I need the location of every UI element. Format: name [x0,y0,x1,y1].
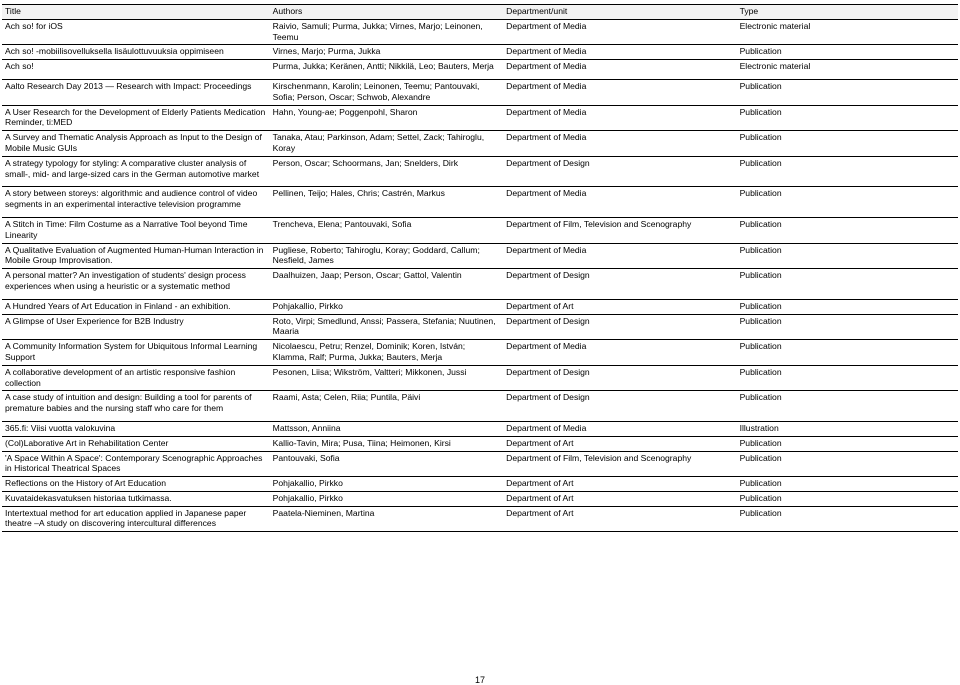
type-cell: Electronic material [737,60,958,80]
authors-cell: Trencheva, Elena; Pantouvaki, Sofia [270,217,503,243]
type-cell: Publication [737,79,958,105]
title-cell: A Qualitative Evaluation of Augmented Human-Human Interaction in Mobile Group Improvisation. [2,243,270,269]
type-cell: Publication [737,105,958,131]
table-row [2,187,958,218]
department-cell: Department of Design [503,365,736,391]
department-cell: Department of Media [503,340,736,366]
authors-cell: Pohjakallio, Pirkko [270,477,503,492]
table-row [2,451,958,477]
authors-cell: Nicolaescu, Petru; Renzel, Dominik; Koren, István; Klamma, Ralf; Purma, Jukka; Bauters, Merja [270,340,503,366]
column-header: Authors [270,5,503,20]
table-row [2,269,958,300]
table-row [2,365,958,391]
title-cell: Reflections on the History of Art Education [2,477,270,492]
table-row [2,340,958,366]
department-cell: Department of Art [503,506,736,532]
table-row [2,506,958,532]
type-cell: Publication [737,156,958,187]
table-header-row [2,5,958,20]
department-cell: Department of Art [503,477,736,492]
title-cell: Intertextual method for art education applied in Japanese paper theatre –A study on discovering intercultural differences [2,506,270,532]
title-cell: A story between storeys: algorithmic and audience control of video segments in an experimental interactive television programme [2,187,270,218]
title-cell: Ach so! [2,60,270,80]
type-cell: Illustration [737,421,958,436]
title-cell: A strategy typology for styling: A comparative cluster analysis of small-, mid- and large-sized cars in the German automotive market [2,156,270,187]
department-cell: Department of Media [503,105,736,131]
authors-cell: Pantouvaki, Sofia [270,451,503,477]
department-cell: Department of Media [503,19,736,45]
title-cell: A Glimpse of User Experience for B2B Industry [2,314,270,340]
type-cell: Publication [737,391,958,422]
department-cell: Department of Art [503,299,736,314]
department-cell: Department of Design [503,391,736,422]
table-row [2,491,958,506]
title-cell: A User Research for the Development of Elderly Patients Medication Reminder, ti:MED [2,105,270,131]
type-cell: Publication [737,187,958,218]
table-row [2,477,958,492]
department-cell: Department of Design [503,269,736,300]
department-cell: Department of Media [503,60,736,80]
column-header: Title [2,5,270,20]
title-cell: A Stitch in Time: Film Costume as a Narrative Tool beyond Time Linearity [2,217,270,243]
type-cell: Publication [737,506,958,532]
authors-cell: Purma, Jukka; Keränen, Antti; Nikkilä, Leo; Bauters, Merja [270,60,503,80]
type-cell: Publication [737,436,958,451]
authors-cell: Tanaka, Atau; Parkinson, Adam; Settel, Zack; Tahiroglu, Koray [270,131,503,157]
title-cell: Aalto Research Day 2013 ― Research with Impact: Proceedings [2,79,270,105]
title-cell: A personal matter? An investigation of students' design process experiences when using a heuristic or a systematic method [2,269,270,300]
title-cell: (Col)Laborative Art in Rehabilitation Center [2,436,270,451]
table-row [2,421,958,436]
type-cell: Publication [737,491,958,506]
column-header: Department/unit [503,5,736,20]
title-cell: A Hundred Years of Art Education in Finland - an exhibition. [2,299,270,314]
department-cell: Department of Design [503,314,736,340]
department-cell: Department of Media [503,243,736,269]
title-cell: A collaborative development of an artistic responsive fashion collection [2,365,270,391]
type-cell: Publication [737,45,958,60]
type-cell: Publication [737,365,958,391]
type-cell: Publication [737,269,958,300]
authors-cell: Pohjakallio, Pirkko [270,299,503,314]
table-row [2,105,958,131]
table-row [2,19,958,45]
authors-cell: Kirschenmann, Karolin; Leinonen, Teemu; Pantouvaki, Sofia; Person, Oscar; Schwob, Alexandre [270,79,503,105]
table-row [2,436,958,451]
type-cell: Electronic material [737,19,958,45]
authors-cell: Pesonen, Liisa; Wikström, Valtteri; Mikkonen, Jussi [270,365,503,391]
table-row [2,217,958,243]
column-header: Type [737,5,958,20]
department-cell: Department of Media [503,79,736,105]
table-row [2,60,958,80]
department-cell: Department of Media [503,421,736,436]
title-cell: 365.fi: Viisi vuotta valokuvina [2,421,270,436]
page-number: 17 [474,675,485,685]
publications-table [2,4,958,532]
authors-cell: Pugliese, Roberto; Tahiroglu, Koray; Goddard, Callum; Nesfield, James [270,243,503,269]
type-cell: Publication [737,314,958,340]
authors-cell: Raami, Asta; Celen, Riia; Puntila, Päivi [270,391,503,422]
department-cell: Department of Film, Television and Scenography [503,451,736,477]
department-cell: Department of Media [503,131,736,157]
title-cell: Kuvataidekasvatuksen historiaa tutkimassa. [2,491,270,506]
type-cell: Publication [737,340,958,366]
type-cell: Publication [737,477,958,492]
title-cell: A Survey and Thematic Analysis Approach as Input to the Design of Mobile Music GUIs [2,131,270,157]
department-cell: Department of Media [503,187,736,218]
type-cell: Publication [737,451,958,477]
table-row [2,156,958,187]
table-row [2,45,958,60]
type-cell: Publication [737,243,958,269]
table-row [2,243,958,269]
table-row [2,314,958,340]
table-row [2,79,958,105]
department-cell: Department of Art [503,436,736,451]
authors-cell: Daalhuizen, Jaap; Person, Oscar; Gattol, Valentin [270,269,503,300]
title-cell: A Community Information System for Ubiquitous Informal Learning Support [2,340,270,366]
table-row [2,299,958,314]
authors-cell: Person, Oscar; Schoormans, Jan; Snelders, Dirk [270,156,503,187]
authors-cell: Pohjakallio, Pirkko [270,491,503,506]
table-row [2,131,958,157]
authors-cell: Roto, Virpi; Smedlund, Anssi; Passera, Stefania; Nuutinen, Maaria [270,314,503,340]
authors-cell: Pellinen, Teijo; Hales, Chris; Castrén, Markus [270,187,503,218]
type-cell: Publication [737,217,958,243]
authors-cell: Hahn, Young-ae; Poggenpohl, Sharon [270,105,503,131]
type-cell: Publication [737,299,958,314]
authors-cell: Raivio, Samuli; Purma, Jukka; Virnes, Marjo; Leinonen, Teemu [270,19,503,45]
table-row [2,391,958,422]
department-cell: Department of Film, Television and Scenography [503,217,736,243]
department-cell: Department of Design [503,156,736,187]
department-cell: Department of Media [503,45,736,60]
authors-cell: Virnes, Marjo; Purma, Jukka [270,45,503,60]
title-cell: Ach so! -mobiilisovelluksella lisäulottuvuuksia oppimiseen [2,45,270,60]
authors-cell: Paatela-Nieminen, Martina [270,506,503,532]
authors-cell: Kallio-Tavin, Mira; Pusa, Tiina; Heimonen, Kirsi [270,436,503,451]
department-cell: Department of Art [503,491,736,506]
authors-cell: Mattsson, Anniina [270,421,503,436]
title-cell: Ach so! for iOS [2,19,270,45]
title-cell: A case study of intuition and design: Building a tool for parents of premature babies and the nursing staff who care for them [2,391,270,422]
title-cell: 'A Space Within A Space': Contemporary Scenographic Approaches in Historical Theatrical Spaces [2,451,270,477]
type-cell: Publication [737,131,958,157]
